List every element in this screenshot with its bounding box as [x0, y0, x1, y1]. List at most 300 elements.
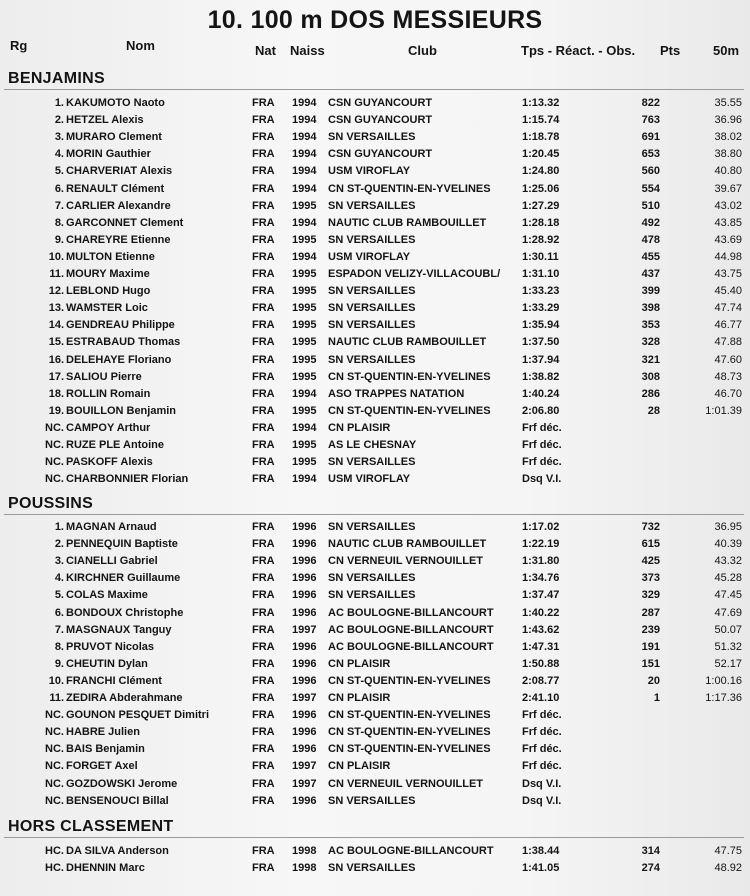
- table-row: [0, 454, 750, 471]
- birth-year: 1998: [292, 845, 317, 857]
- athlete-name: FRANCHI Clément: [66, 674, 162, 687]
- table-row: [0, 793, 750, 810]
- rank: NC.: [45, 726, 64, 739]
- birth-year: 1995: [292, 370, 317, 383]
- club-name: CN ST-QUENTIN-EN-YVELINES: [328, 182, 491, 195]
- athlete-name: GARCONNET Clement: [66, 216, 184, 229]
- race-time: 1:27.29: [522, 199, 560, 212]
- split-50m: 1:00.16: [705, 674, 742, 687]
- race-time: 1:22.19: [522, 538, 560, 551]
- header-split: 50m: [713, 43, 740, 58]
- points: 314: [641, 845, 660, 857]
- table-row: [0, 369, 750, 386]
- race-time: Dsq V.I.: [522, 794, 562, 807]
- athlete-name: CAMPOY Arthur: [66, 421, 151, 434]
- table-row: [0, 129, 750, 146]
- table-row: [0, 198, 750, 215]
- race-time: Frf déc.: [522, 760, 562, 773]
- club-name: SN VERSAILLES: [328, 199, 416, 212]
- athlete-name: CHARBONNIER Florian: [66, 473, 189, 486]
- athlete-name: PENNEQUIN Baptiste: [66, 538, 178, 551]
- race-time: 1:38.82: [522, 370, 560, 383]
- table-row: [0, 843, 750, 860]
- birth-year: 1996: [292, 572, 317, 585]
- race-time: Frf déc.: [522, 743, 562, 756]
- club-name: CN ST-QUENTIN-EN-YVELINES: [328, 404, 491, 417]
- athlete-name: MULTON Etienne: [66, 250, 155, 263]
- rank: NC.: [45, 456, 64, 469]
- birth-year: 1996: [292, 726, 317, 739]
- table-row: [0, 181, 750, 198]
- table-row: [0, 553, 750, 570]
- table-row: [0, 386, 750, 403]
- athlete-name: COLAS Maxime: [66, 589, 148, 602]
- section-divider: [4, 89, 744, 90]
- split-50m: 43.02: [714, 199, 742, 212]
- athlete-name: HABRE Julien: [66, 726, 140, 739]
- split-50m: 38.80: [714, 148, 742, 161]
- rank: NC.: [45, 473, 64, 486]
- table-row: [0, 622, 750, 639]
- athlete-name: HETZEL Alexis: [66, 114, 144, 127]
- split-50m: 43.69: [714, 233, 742, 246]
- birth-year: 1994: [292, 182, 317, 195]
- birth-year: 1996: [292, 640, 317, 653]
- race-time: 1:40.24: [522, 387, 560, 400]
- split-50m: 47.69: [714, 606, 742, 619]
- birth-year: 1996: [292, 674, 317, 687]
- race-time: 1:17.02: [522, 521, 560, 533]
- race-time: 1:37.50: [522, 336, 560, 349]
- club-name: CN ST-QUENTIN-EN-YVELINES: [328, 370, 491, 383]
- split-50m: 51.32: [714, 640, 742, 653]
- rank: NC.: [45, 794, 64, 807]
- rank: 6.: [54, 182, 64, 195]
- race-time: 1:41.05: [522, 862, 560, 875]
- club-name: SN VERSAILLES: [328, 319, 416, 332]
- table-row: [0, 352, 750, 369]
- points: 398: [641, 302, 660, 315]
- nationality: FRA: [252, 473, 275, 486]
- club-name: CN PLAISIR: [328, 657, 391, 670]
- athlete-name: MORIN Gauthier: [66, 148, 151, 161]
- athlete-name: GOUNON PESQUET Dimitri: [66, 709, 210, 722]
- athlete-name: RENAULT Clément: [66, 182, 165, 195]
- rank: NC.: [45, 439, 64, 451]
- points: 151: [641, 657, 660, 670]
- club-name: CSN GUYANCOURT: [328, 148, 433, 161]
- club-name: CN PLAISIR: [328, 692, 391, 704]
- athlete-name: KIRCHNER Guillaume: [66, 572, 181, 585]
- rank: 14.: [48, 319, 64, 332]
- club-name: SN VERSAILLES: [328, 302, 416, 315]
- race-time: 1:20.45: [522, 148, 560, 161]
- rank: 7.: [54, 623, 64, 636]
- section-divider: [4, 514, 744, 515]
- birth-year: 1995: [292, 439, 317, 451]
- athlete-name: ESTRABAUD Thomas: [66, 336, 181, 349]
- rank: HC.: [45, 845, 64, 857]
- rank: 2.: [54, 538, 64, 551]
- split-50m: 46.77: [714, 319, 742, 332]
- birth-year: 1996: [292, 709, 317, 722]
- nationality: FRA: [252, 555, 275, 568]
- table-row: [0, 860, 750, 877]
- race-time: 1:31.10: [522, 268, 560, 280]
- nationality: FRA: [252, 233, 275, 246]
- race-time: 1:43.62: [522, 623, 560, 636]
- split-50m: 40.80: [714, 165, 742, 178]
- club-name: SN VERSAILLES: [328, 285, 416, 298]
- club-name: SN VERSAILLES: [328, 521, 416, 533]
- athlete-name: LEBLOND Hugo: [66, 285, 151, 298]
- rank: 11.: [49, 692, 64, 704]
- table-row: [0, 570, 750, 587]
- athlete-name: CIANELLI Gabriel: [66, 555, 158, 568]
- nationality: FRA: [252, 640, 275, 653]
- race-time: 1:38.44: [522, 845, 560, 857]
- club-name: CN VERNEUIL VERNOUILLET: [328, 555, 484, 568]
- athlete-name: ZEDIRA Abderahmane: [66, 692, 183, 704]
- split-50m: 43.32: [714, 555, 742, 568]
- nationality: FRA: [252, 199, 275, 212]
- header-club: Club: [408, 43, 437, 58]
- table-row: [0, 300, 750, 317]
- race-time: 1:34.76: [522, 572, 560, 585]
- athlete-name: FORGET Axel: [66, 760, 138, 773]
- split-50m: 52.17: [714, 657, 742, 670]
- split-50m: 47.88: [714, 336, 742, 349]
- split-50m: 1:17.36: [705, 692, 742, 704]
- points: 732: [641, 521, 660, 533]
- club-name: AC BOULOGNE-BILLANCOURT: [328, 606, 494, 619]
- split-50m: 50.07: [714, 623, 742, 636]
- points: 822: [641, 97, 660, 109]
- club-name: CN ST-QUENTIN-EN-YVELINES: [328, 726, 491, 739]
- club-name: SN VERSAILLES: [328, 233, 416, 246]
- rank: 8.: [54, 216, 64, 229]
- table-row: [0, 656, 750, 673]
- nationality: FRA: [252, 302, 275, 315]
- birth-year: 1995: [292, 353, 317, 366]
- nationality: FRA: [252, 370, 275, 383]
- split-50m: 47.45: [714, 589, 742, 602]
- nationality: FRA: [252, 250, 275, 263]
- birth-year: 1995: [292, 233, 317, 246]
- nationality: FRA: [252, 387, 275, 400]
- nationality: FRA: [252, 709, 275, 722]
- table-row: [0, 112, 750, 129]
- rank: HC.: [45, 862, 64, 875]
- club-name: AC BOULOGNE-BILLANCOURT: [328, 640, 494, 653]
- rank: 13.: [48, 302, 64, 315]
- split-50m: 36.95: [714, 521, 742, 533]
- table-row: [0, 249, 750, 266]
- nationality: FRA: [252, 97, 275, 109]
- race-time: 2:06.80: [522, 404, 560, 417]
- rank: NC.: [45, 777, 64, 790]
- table-row: [0, 690, 750, 707]
- club-name: AS LE CHESNAY: [328, 439, 417, 451]
- points: 191: [641, 640, 660, 653]
- header-nat: Nat: [255, 43, 276, 58]
- race-time: Frf déc.: [522, 439, 562, 451]
- race-time: 1:47.31: [522, 640, 560, 653]
- section-title: HORS CLASSEMENT: [8, 818, 174, 835]
- athlete-name: PASKOFF Alexis: [66, 456, 153, 469]
- header-naiss: Naiss: [290, 43, 325, 58]
- nationality: FRA: [252, 657, 275, 670]
- table-row: [0, 605, 750, 622]
- birth-year: 1996: [292, 589, 317, 602]
- table-row: [0, 519, 750, 536]
- race-time: 1:37.94: [522, 353, 560, 366]
- rank: 3.: [54, 131, 64, 144]
- rank: 5.: [54, 589, 64, 602]
- birth-year: 1997: [292, 777, 317, 790]
- birth-year: 1994: [292, 250, 317, 263]
- athlete-name: SALIOU Pierre: [66, 370, 142, 383]
- birth-year: 1994: [292, 165, 317, 178]
- points: 287: [641, 606, 660, 619]
- athlete-name: BAIS Benjamin: [66, 743, 145, 756]
- nationality: FRA: [252, 268, 275, 280]
- points: 286: [641, 387, 660, 400]
- split-50m: 47.75: [714, 845, 742, 857]
- points: 478: [641, 233, 660, 246]
- section-divider: [4, 837, 744, 838]
- table-row: [0, 334, 750, 351]
- nationality: FRA: [252, 862, 275, 875]
- club-name: CN VERNEUIL VERNOUILLET: [328, 777, 484, 790]
- rank: 1.: [54, 521, 64, 533]
- split-50m: 35.55: [714, 97, 742, 109]
- points: 399: [641, 285, 660, 298]
- race-time: 1:37.47: [522, 589, 560, 602]
- athlete-name: GOZDOWSKI Jerome: [66, 777, 178, 790]
- athlete-name: GENDREAU Philippe: [66, 319, 175, 332]
- birth-year: 1996: [292, 657, 317, 670]
- points: 425: [641, 555, 660, 568]
- split-50m: 46.70: [714, 387, 742, 400]
- race-time: 1:50.88: [522, 657, 560, 670]
- club-name: SN VERSAILLES: [328, 589, 416, 602]
- split-50m: 40.39: [714, 538, 742, 551]
- page-title: 10. 100 m DOS MESSIEURS: [207, 6, 543, 34]
- birth-year: 1996: [292, 794, 317, 807]
- athlete-name: CHEUTIN Dylan: [66, 657, 148, 670]
- race-time: 1:30.11: [522, 250, 559, 263]
- rank: 15.: [48, 336, 64, 349]
- split-50m: 43.75: [714, 268, 742, 280]
- nationality: FRA: [252, 216, 275, 229]
- athlete-name: PRUVOT Nicolas: [66, 640, 155, 653]
- club-name: CN ST-QUENTIN-EN-YVELINES: [328, 674, 491, 687]
- race-time: 1:15.74: [522, 114, 560, 127]
- table-row: [0, 266, 750, 283]
- nationality: FRA: [252, 285, 275, 298]
- rank: 16.: [48, 353, 64, 366]
- nationality: FRA: [252, 845, 275, 857]
- split-50m: 36.96: [714, 114, 742, 127]
- race-time: 1:33.23: [522, 285, 560, 298]
- birth-year: 1997: [292, 623, 317, 636]
- rank: 2.: [54, 114, 64, 127]
- race-time: 1:35.94: [522, 319, 560, 332]
- nationality: FRA: [252, 148, 275, 161]
- nationality: FRA: [252, 114, 275, 127]
- birth-year: 1997: [292, 760, 317, 773]
- race-time: Frf déc.: [522, 456, 562, 469]
- points: 329: [641, 589, 660, 602]
- table-row: [0, 317, 750, 334]
- athlete-name: DELEHAYE Floriano: [66, 353, 172, 366]
- table-row: [0, 471, 750, 488]
- table-row: [0, 163, 750, 180]
- club-name: SN VERSAILLES: [328, 794, 416, 807]
- header-time: Tps - Réact. - Obs.: [521, 43, 636, 58]
- nationality: FRA: [252, 353, 275, 366]
- rank: 10.: [48, 250, 64, 263]
- table-row: [0, 741, 750, 758]
- birth-year: 1995: [292, 456, 317, 469]
- athlete-name: ROLLIN Romain: [66, 387, 151, 400]
- split-50m: 47.74: [714, 302, 742, 315]
- points: 492: [641, 216, 660, 229]
- birth-year: 1994: [292, 131, 317, 144]
- table-row: [0, 403, 750, 420]
- birth-year: 1995: [292, 199, 317, 212]
- athlete-name: RUZE PLE Antoine: [66, 439, 164, 451]
- rank: NC.: [45, 421, 64, 434]
- athlete-name: BENSENOUCI Billal: [66, 794, 169, 807]
- points: 763: [641, 114, 660, 127]
- birth-year: 1997: [292, 692, 317, 704]
- header-rank: Rg: [10, 38, 28, 53]
- nationality: FRA: [252, 743, 275, 756]
- nationality: FRA: [252, 726, 275, 739]
- nationality: FRA: [252, 692, 275, 704]
- split-50m: 43.85: [714, 216, 742, 229]
- club-name: CN PLAISIR: [328, 421, 391, 434]
- nationality: FRA: [252, 165, 275, 178]
- split-50m: 48.92: [714, 862, 742, 875]
- rank: NC.: [45, 743, 64, 756]
- table-row: [0, 707, 750, 724]
- rank: 1.: [54, 97, 64, 109]
- birth-year: 1994: [292, 473, 317, 486]
- nationality: FRA: [252, 777, 275, 790]
- birth-year: 1996: [292, 606, 317, 619]
- nationality: FRA: [252, 131, 275, 144]
- points: 353: [641, 319, 660, 332]
- nationality: FRA: [252, 760, 275, 773]
- rank: 10.: [48, 674, 64, 687]
- athlete-name: MURARO Clement: [66, 131, 162, 144]
- athlete-name: MOURY Maxime: [66, 268, 150, 280]
- club-name: CN ST-QUENTIN-EN-YVELINES: [328, 709, 491, 722]
- race-time: 2:41.10: [522, 692, 560, 704]
- birth-year: 1998: [292, 862, 317, 875]
- club-name: SN VERSAILLES: [328, 131, 416, 144]
- rank: 17.: [48, 370, 64, 383]
- race-time: 1:33.29: [522, 302, 560, 315]
- club-name: SN VERSAILLES: [328, 353, 416, 366]
- points: 1: [653, 692, 660, 704]
- split-50m: 44.98: [714, 250, 742, 263]
- birth-year: 1996: [292, 555, 317, 568]
- rank: 4.: [54, 572, 64, 585]
- nationality: FRA: [252, 572, 275, 585]
- nationality: FRA: [252, 336, 275, 349]
- nationality: FRA: [252, 319, 275, 332]
- race-time: Frf déc.: [522, 709, 562, 722]
- birth-year: 1995: [292, 319, 317, 332]
- birth-year: 1994: [292, 216, 317, 229]
- race-time: 1:25.06: [522, 182, 560, 195]
- split-50m: 39.67: [714, 182, 742, 195]
- header-name: Nom: [126, 38, 155, 53]
- rank: NC.: [45, 709, 64, 722]
- club-name: ESPADON VELIZY-VILLACOUBL/: [328, 268, 501, 280]
- points: 328: [641, 336, 660, 349]
- header-pts: Pts: [660, 43, 681, 58]
- rank: 11.: [49, 268, 64, 280]
- birth-year: 1995: [292, 302, 317, 315]
- club-name: CN ST-QUENTIN-EN-YVELINES: [328, 743, 491, 756]
- club-name: NAUTIC CLUB RAMBOUILLET: [328, 336, 487, 349]
- nationality: FRA: [252, 421, 275, 434]
- table-row: [0, 724, 750, 741]
- table-row: [0, 146, 750, 163]
- points: 321: [641, 353, 660, 366]
- athlete-name: WAMSTER Loic: [66, 302, 148, 315]
- table-row: [0, 758, 750, 775]
- birth-year: 1994: [292, 114, 317, 127]
- club-name: SN VERSAILLES: [328, 456, 416, 469]
- race-time: 1:24.80: [522, 165, 560, 178]
- nationality: FRA: [252, 589, 275, 602]
- nationality: FRA: [252, 674, 275, 687]
- club-name: USM VIROFLAY: [328, 165, 411, 178]
- points: 653: [641, 148, 660, 161]
- athlete-name: MASGNAUX Tanguy: [66, 623, 172, 636]
- athlete-name: DHENNIN Marc: [66, 862, 145, 875]
- athlete-name: MAGNAN Arnaud: [66, 521, 157, 533]
- race-time: 1:28.18: [522, 216, 560, 229]
- rank: 5.: [54, 165, 64, 178]
- birth-year: 1995: [292, 404, 317, 417]
- section-title: BENJAMINS: [8, 70, 105, 87]
- athlete-name: KAKUMOTO Naoto: [66, 97, 165, 109]
- athlete-name: BOUILLON Benjamin: [66, 404, 177, 417]
- points: 554: [641, 182, 660, 195]
- nationality: FRA: [252, 794, 275, 807]
- nationality: FRA: [252, 538, 275, 551]
- table-row: [0, 232, 750, 249]
- table-row: [0, 283, 750, 300]
- table-row: [0, 95, 750, 112]
- split-50m: 45.28: [714, 572, 742, 585]
- points: 308: [641, 370, 660, 383]
- rank: NC.: [45, 760, 64, 773]
- club-name: NAUTIC CLUB RAMBOUILLET: [328, 538, 487, 551]
- table-row: [0, 776, 750, 793]
- birth-year: 1995: [292, 336, 317, 349]
- split-50m: 1:01.39: [705, 404, 742, 417]
- athlete-name: DA SILVA Anderson: [66, 845, 169, 857]
- rank: 4.: [54, 148, 64, 161]
